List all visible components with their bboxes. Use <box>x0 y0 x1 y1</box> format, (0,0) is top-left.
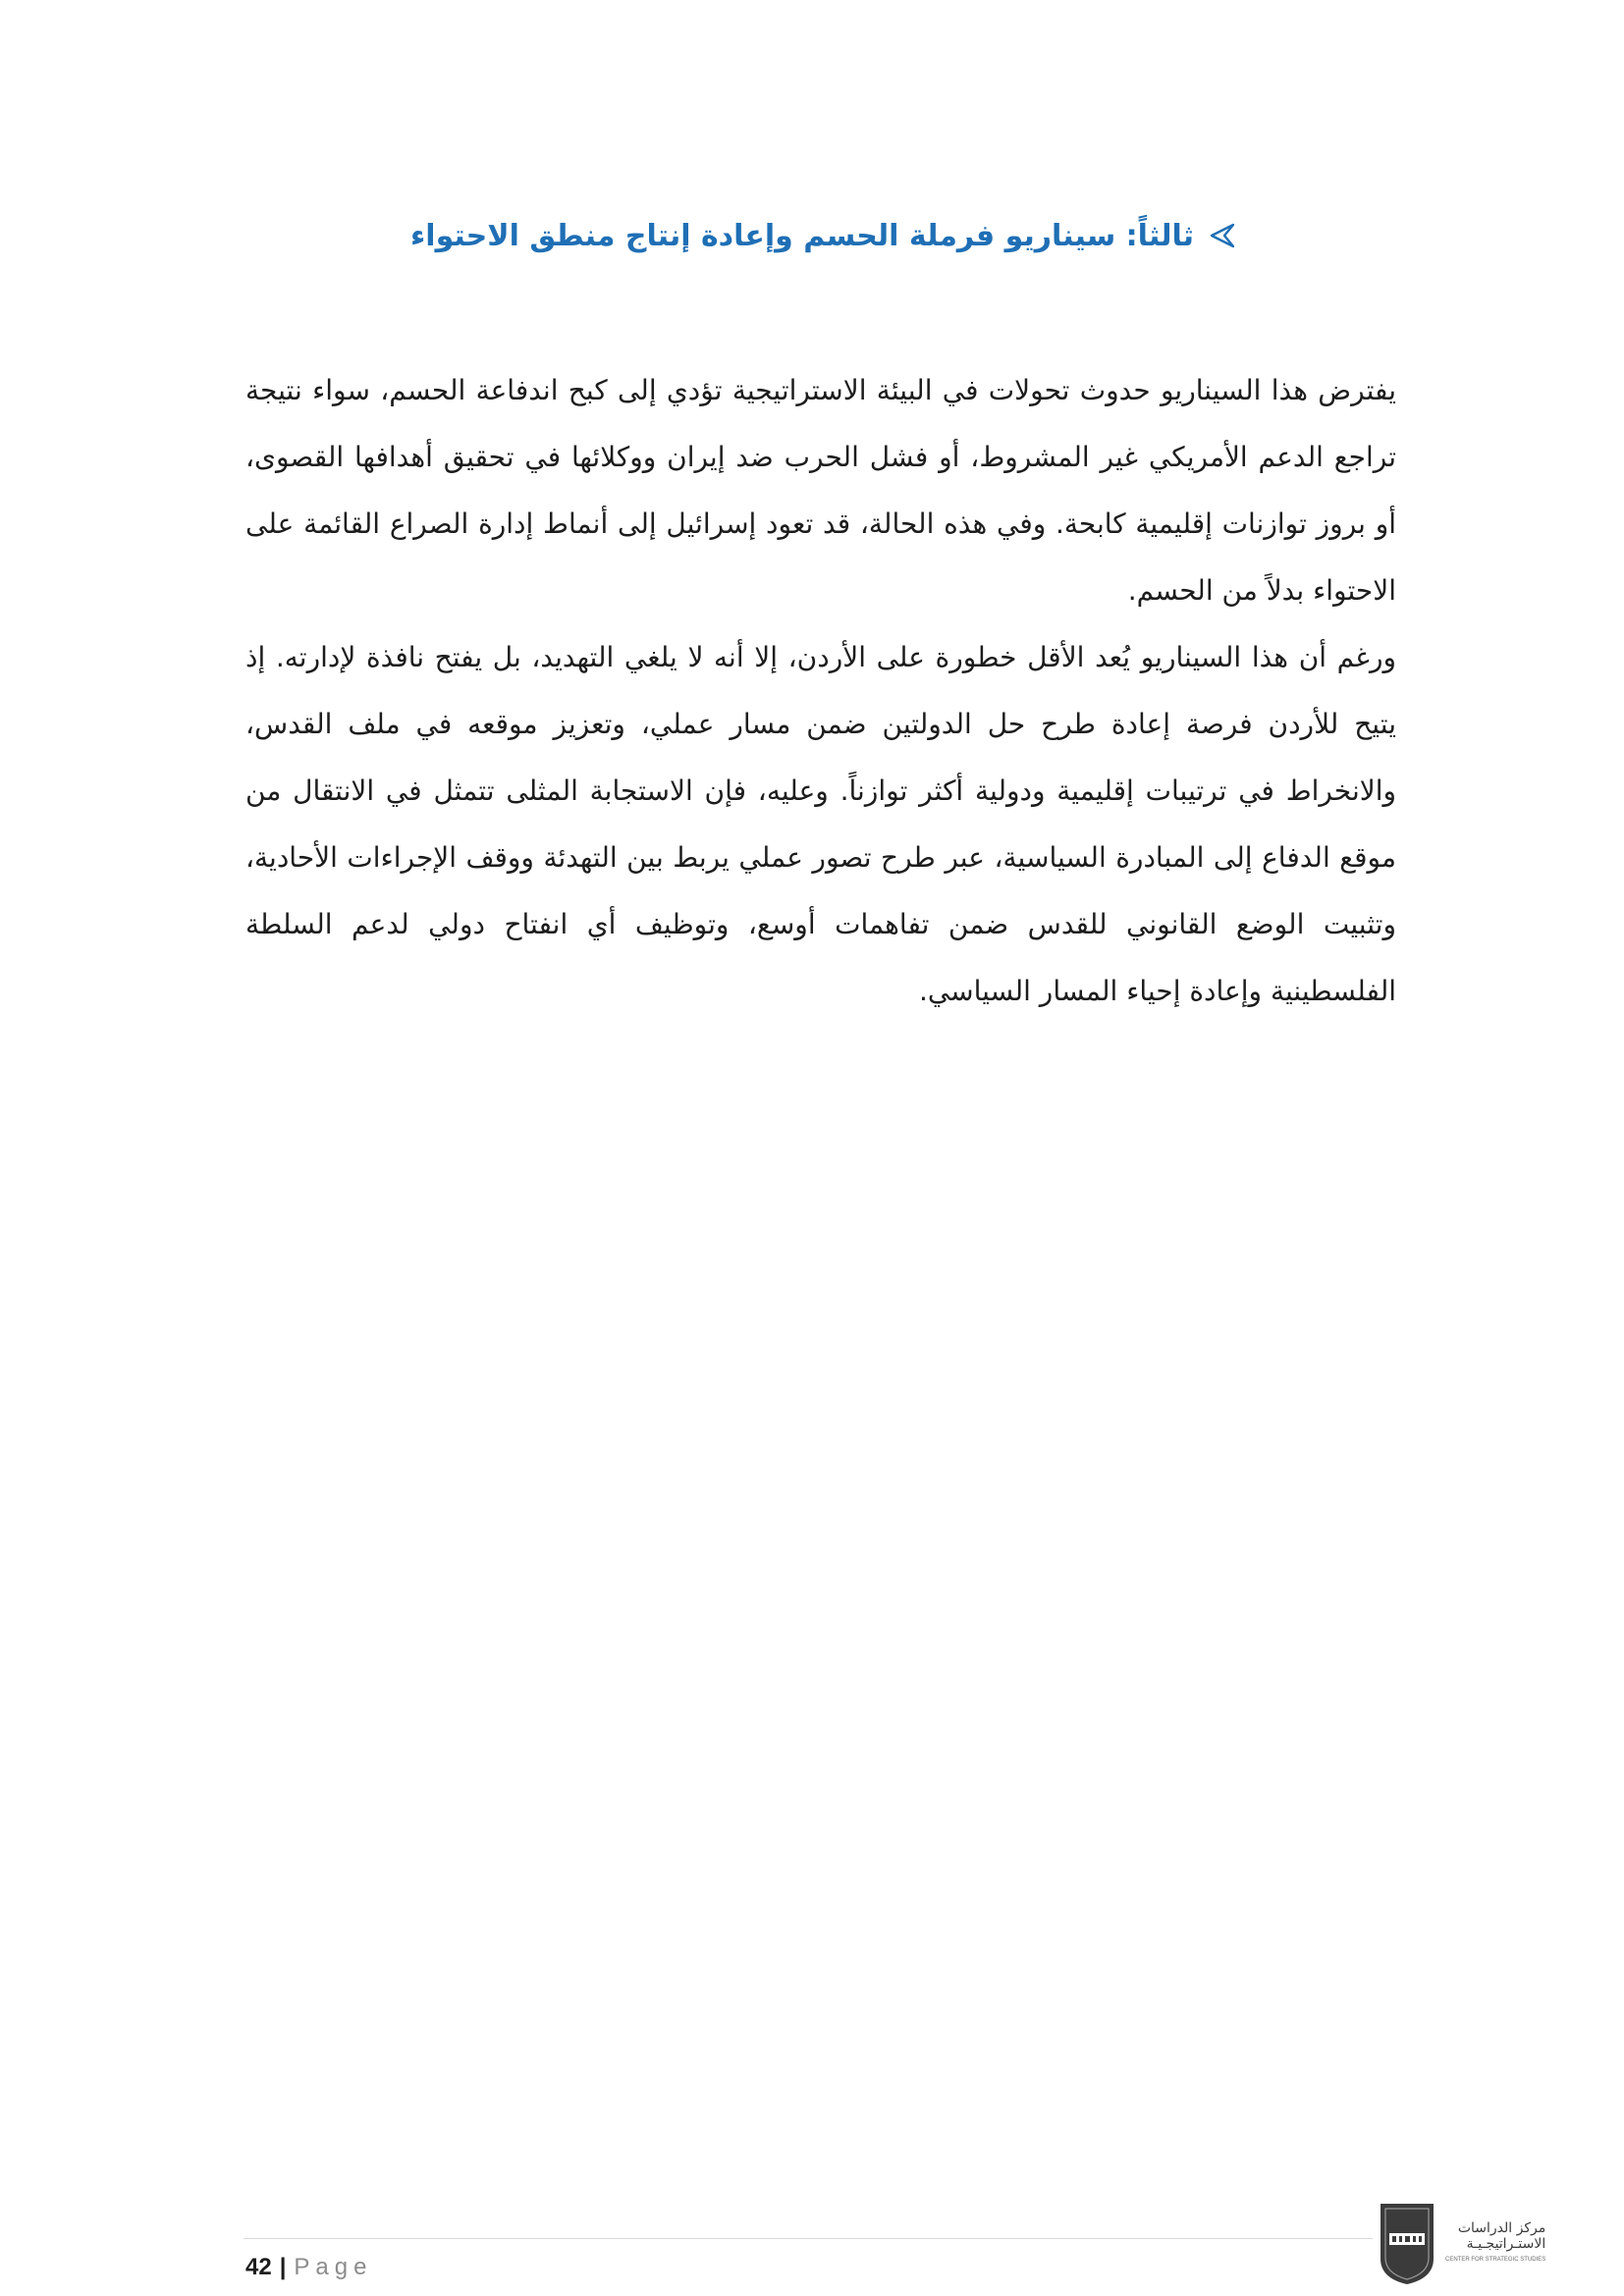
body-text <box>245 357 1396 1025</box>
publisher-logo <box>1377 2197 1583 2291</box>
center-seal-logo-icon <box>1377 2202 1437 2286</box>
logo-line: مركز الدراسات <box>1457 2220 1546 2236</box>
section-heading-text: ثالثاً: سيناريو فرملة الحسم وإعادة إنتاج منطق الاحتواء <box>409 218 1194 253</box>
logo-text <box>1445 2220 1545 2268</box>
arrow-head-bullet-icon <box>1208 221 1237 250</box>
page-label: Page <box>294 2254 373 2280</box>
logo-line: CENTER FOR STRATEGIC STUDIES <box>1445 2257 1546 2263</box>
page-number: 42 <box>245 2254 272 2280</box>
section-heading <box>295 204 1237 267</box>
page-footer <box>245 2248 372 2287</box>
paragraph: ورغم أن هذا السيناريو يُعد الأقل خطورة على الأردن، إلا أنه لا يلغي التهديد، بل يفتح نافذة لإدارته. إذ يتيح للأردن فرصة إعادة طرح حل الدولتين ضمن مسار عملي، وتعزيز موقعه في ملف القدس، والانخراط في ترتيبات إقليمية ودولية أكثر توازناً. وعليه، فإن الاستجابة المثلى تتمثل في الانتقال من موقع الدفاع إلى المبادرة السياسية، عبر طرح تصور عملي يربط بين التهدئة ووقف الإجراءات الأحادية، وتثبيت الوضع القانوني للقدس ضمن تفاهمات أوسع، وتوظيف أي انفتاح دولي لدعم السلطة الفلسطينية وإعادة إحياء المسار السياسي. <box>245 641 1396 1007</box>
page-separator: | <box>279 2254 287 2280</box>
logo-line: الاستـراتيجـيـة <box>1466 2236 1546 2252</box>
paragraph: يفترض هذا السيناريو حدوث تحولات في البيئة الاستراتيجية تؤدي إلى كبح اندفاعة الحسم، سواء نتيجة تراجع الدعم الأمريكي غير المشروط، أو فشل الحرب ضد إيران ووكلائها في تحقيق أهدافها القصوى، أو بروز توازنات إقليمية كابحة. وفي هذه الحالة، قد تعود إسرائيل إلى أنماط إدارة الصراع القائمة على الاحتواء بدلاً من الحسم. <box>245 374 1396 607</box>
footer-divider <box>244 2238 1373 2239</box>
